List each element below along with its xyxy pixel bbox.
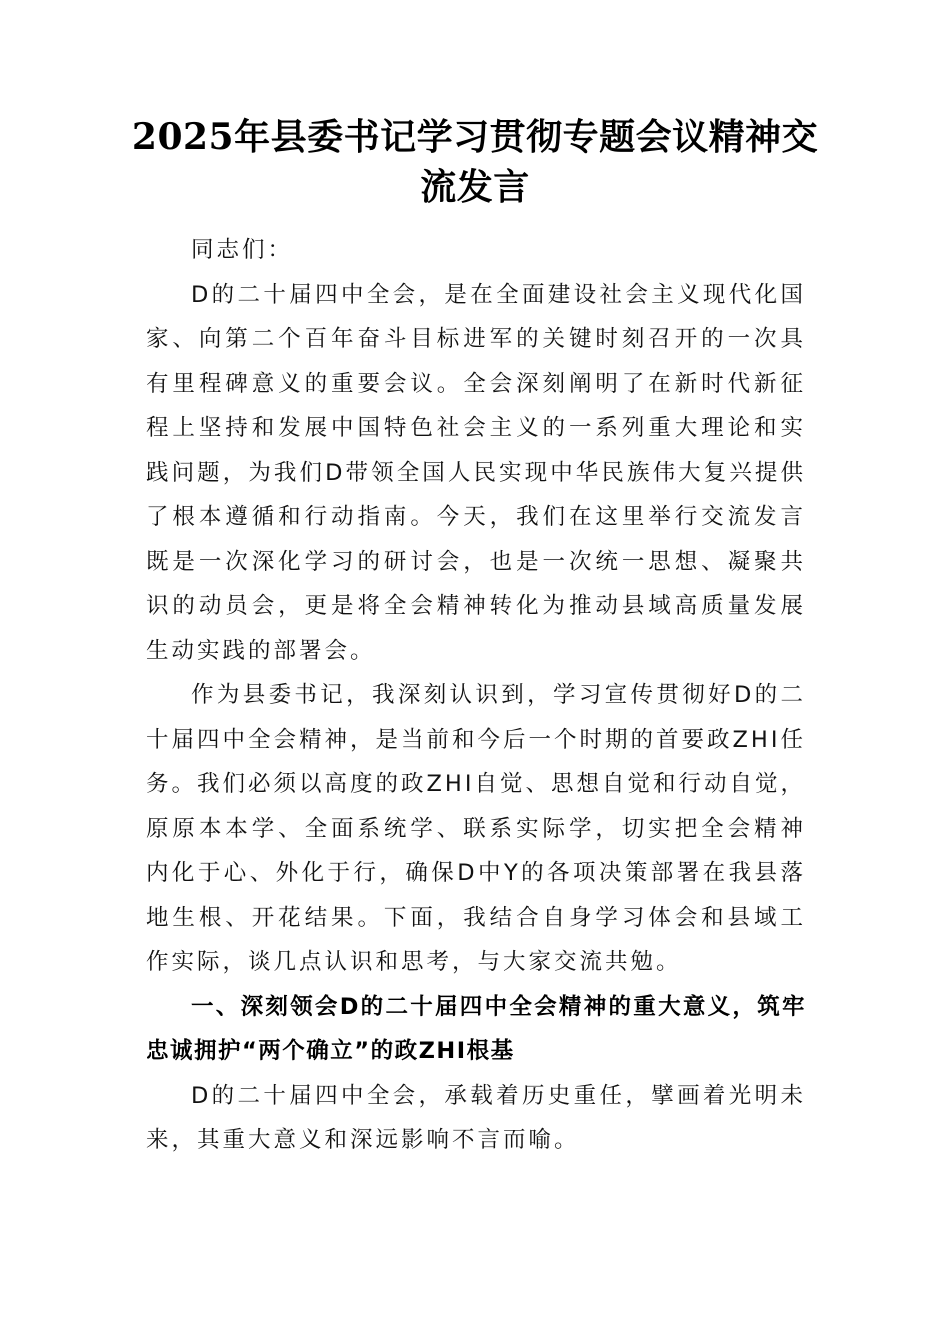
paragraph: D的二十届四中全会，承载着历史重任，擘画着光明未来，其重大意义和深远影响不言而喻。 — [146, 1082, 806, 1153]
document-title: 2025年县委书记学习贯彻专题会议精神交流发言 — [131, 116, 819, 208]
paragraph: 作为县委书记，我深刻认识到，学习宣传贯彻好D的二十届四中全会精神，是当前和今后一个时期的首要政ZHI任务。我们必须以高度的政ZHI自觉、思想自觉和行动自觉，原原本本学、全面系统学、联系实际学，切实把全会精神内化于心、外化于行，确保D中Y的各项决策部署在我县落地生根、开花结果。下面，我结合自身学习体会和县域工作实际，谈几点认识和思考，与大家交流共勉。 — [146, 682, 806, 975]
paragraph: D的二十届四中全会，是在全面建设社会主义现代化国家、向第二个百年奋斗目标进军的关键时刻召开的一次具有里程碑意义的重要会议。全会深刻阐明了在新时代新征程上坚持和发展中国特色社会主义的一系列重大理论和实践问题，为我们D带领全国人民实现中华民族伟大复兴提供了根本遵循和行动指南。今天，我们在这里举行交流发言既是一次深化学习的研讨会，也是一次统一思想、凝聚共识的动员会，更是将全会精神转化为推动县域高质量发展生动实践的部署会。 — [146, 281, 806, 664]
salutation: 同志们： — [191, 237, 294, 263]
section-heading: 一、深刻领会D的二十届四中全会精神的重大意义，筑牢忠诚拥护“两个确立”的政ZHI根基 — [146, 993, 806, 1064]
document-body — [146, 228, 806, 1163]
